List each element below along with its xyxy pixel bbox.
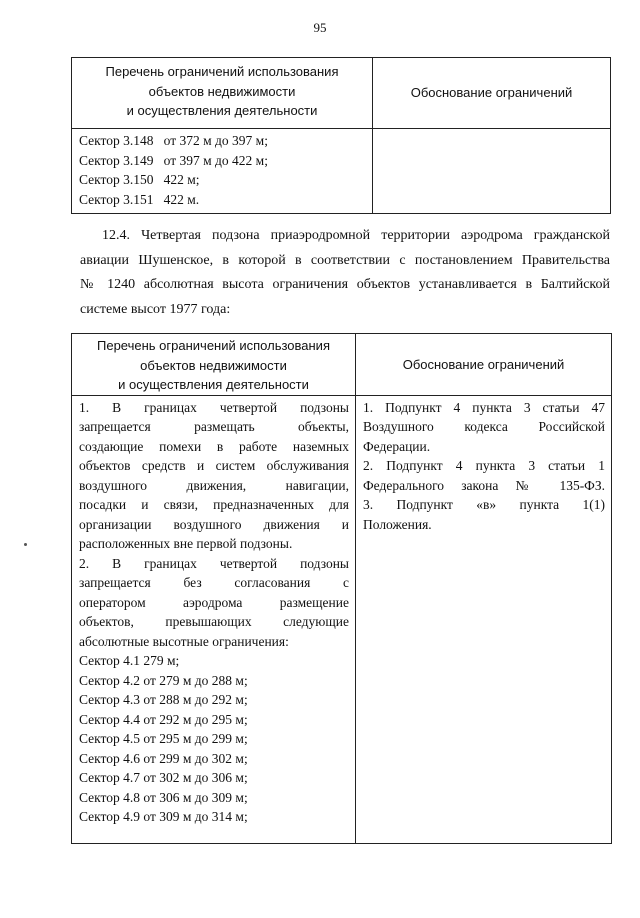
header-line: Перечень ограничений использования bbox=[105, 64, 339, 79]
paragraph-line: № 1240 абсолютная высота ограничения объектов устанавливается в Балтийской bbox=[80, 277, 610, 292]
header-line: объектов недвижимости bbox=[148, 83, 296, 99]
sector-line: Сектор 4.6 от 299 м до 302 м; bbox=[79, 750, 248, 766]
table-row bbox=[72, 129, 611, 214]
sector-line: Сектор 3.148 от 372 м до 397 м; bbox=[79, 133, 268, 148]
justification-line: Воздушного кодекса Российской bbox=[363, 419, 605, 434]
sector-line: Сектор 4.3 от 288 м до 292 м; bbox=[79, 692, 248, 707]
scan-speck bbox=[24, 543, 27, 546]
table-row bbox=[72, 395, 612, 843]
restriction-line: организации воздушного движения и bbox=[79, 516, 349, 532]
restrictions-cell bbox=[72, 395, 356, 843]
restriction-line: 1. В границах четвертой подзоны bbox=[79, 399, 349, 415]
table-header-row bbox=[72, 334, 612, 396]
restriction-line: воздушного движения, навигации, bbox=[79, 477, 349, 493]
sector-line: Сектор 4.5 от 295 м до 299 м; bbox=[79, 731, 248, 746]
sector-line: Сектор 4.8 от 306 м до 309 м; bbox=[79, 789, 248, 805]
header-line: объектов недвижимости bbox=[140, 357, 287, 373]
restrictions-table-sector-3 bbox=[71, 57, 611, 214]
justification-line: 3. Подпункт «в» пункта 1(1) bbox=[363, 497, 605, 512]
restriction-line: абсолютные высотные ограничения: bbox=[79, 633, 289, 649]
sector-list-cell bbox=[72, 129, 373, 214]
restrictions-table-fourth-subzone bbox=[71, 333, 612, 844]
justification-line: Федерации. bbox=[363, 438, 431, 454]
subzone-paragraph bbox=[80, 224, 610, 322]
paragraph-line: системе высот 1977 года: bbox=[80, 301, 231, 317]
restriction-line: 2. В границах четвертой подзоны bbox=[79, 555, 349, 571]
justification-line: Федерального закона № 135-ФЗ. bbox=[363, 477, 605, 493]
sector-line: Сектор 3.150 422 м; bbox=[79, 172, 200, 187]
justification-line: Положения. bbox=[363, 516, 432, 532]
justification-line: 2. Подпункт 4 пункта 3 статьи 1 bbox=[363, 458, 605, 473]
restriction-line: запрещается без согласования с bbox=[79, 575, 349, 590]
restriction-line: объектов средств и систем обслуживания bbox=[79, 458, 349, 473]
header-justification: Обоснование ограничений bbox=[373, 58, 611, 129]
header-restrictions-list bbox=[72, 58, 373, 129]
justification-line: 1. Подпункт 4 пункта 3 статьи 47 bbox=[363, 399, 605, 415]
sector-line: Сектор 3.151 422 м. bbox=[79, 191, 200, 207]
table-header-row bbox=[72, 58, 611, 129]
justification-cell bbox=[356, 395, 612, 843]
restriction-line: расположенных вне первой подзоны. bbox=[79, 536, 293, 551]
page-number: 95 bbox=[313, 20, 327, 35]
restriction-line: создающие помехи в работе наземных bbox=[79, 438, 349, 454]
header-justification: Обоснование ограничений bbox=[356, 334, 612, 396]
restriction-line: запрещается размещать объекты, bbox=[79, 419, 349, 434]
sector-line: Сектор 4.2 от 279 м до 288 м; bbox=[79, 672, 248, 688]
header-line: и осуществления деятельности bbox=[118, 377, 309, 392]
sector-line: Сектор 3.149 от 397 м до 422 м; bbox=[79, 152, 268, 168]
restriction-line: посадки и связи, предназначенных для bbox=[79, 497, 349, 512]
header-line: Перечень ограничений использования bbox=[97, 338, 330, 353]
justification-cell bbox=[373, 129, 611, 214]
paragraph-line: 12.4. Четвертая подзона приаэродромной территории аэродрома гражданской bbox=[102, 228, 610, 243]
restriction-line: оператором аэродрома размещение bbox=[79, 594, 349, 610]
restriction-line: объектов, превышающих следующие bbox=[79, 614, 349, 629]
paragraph-line: авиации Шушенское, в которой в соответствии с постановлением Правительства bbox=[80, 252, 610, 268]
sector-line: Сектор 4.7 от 302 м до 306 м; bbox=[79, 770, 248, 785]
sector-line: Сектор 4.4 от 292 м до 295 м; bbox=[79, 711, 248, 727]
sector-line: Сектор 4.9 от 309 м до 314 м; bbox=[79, 809, 248, 824]
sector-line: Сектор 4.1 279 м; bbox=[79, 653, 180, 668]
header-restrictions-list bbox=[72, 334, 356, 396]
header-line: и осуществления деятельности bbox=[126, 103, 318, 118]
